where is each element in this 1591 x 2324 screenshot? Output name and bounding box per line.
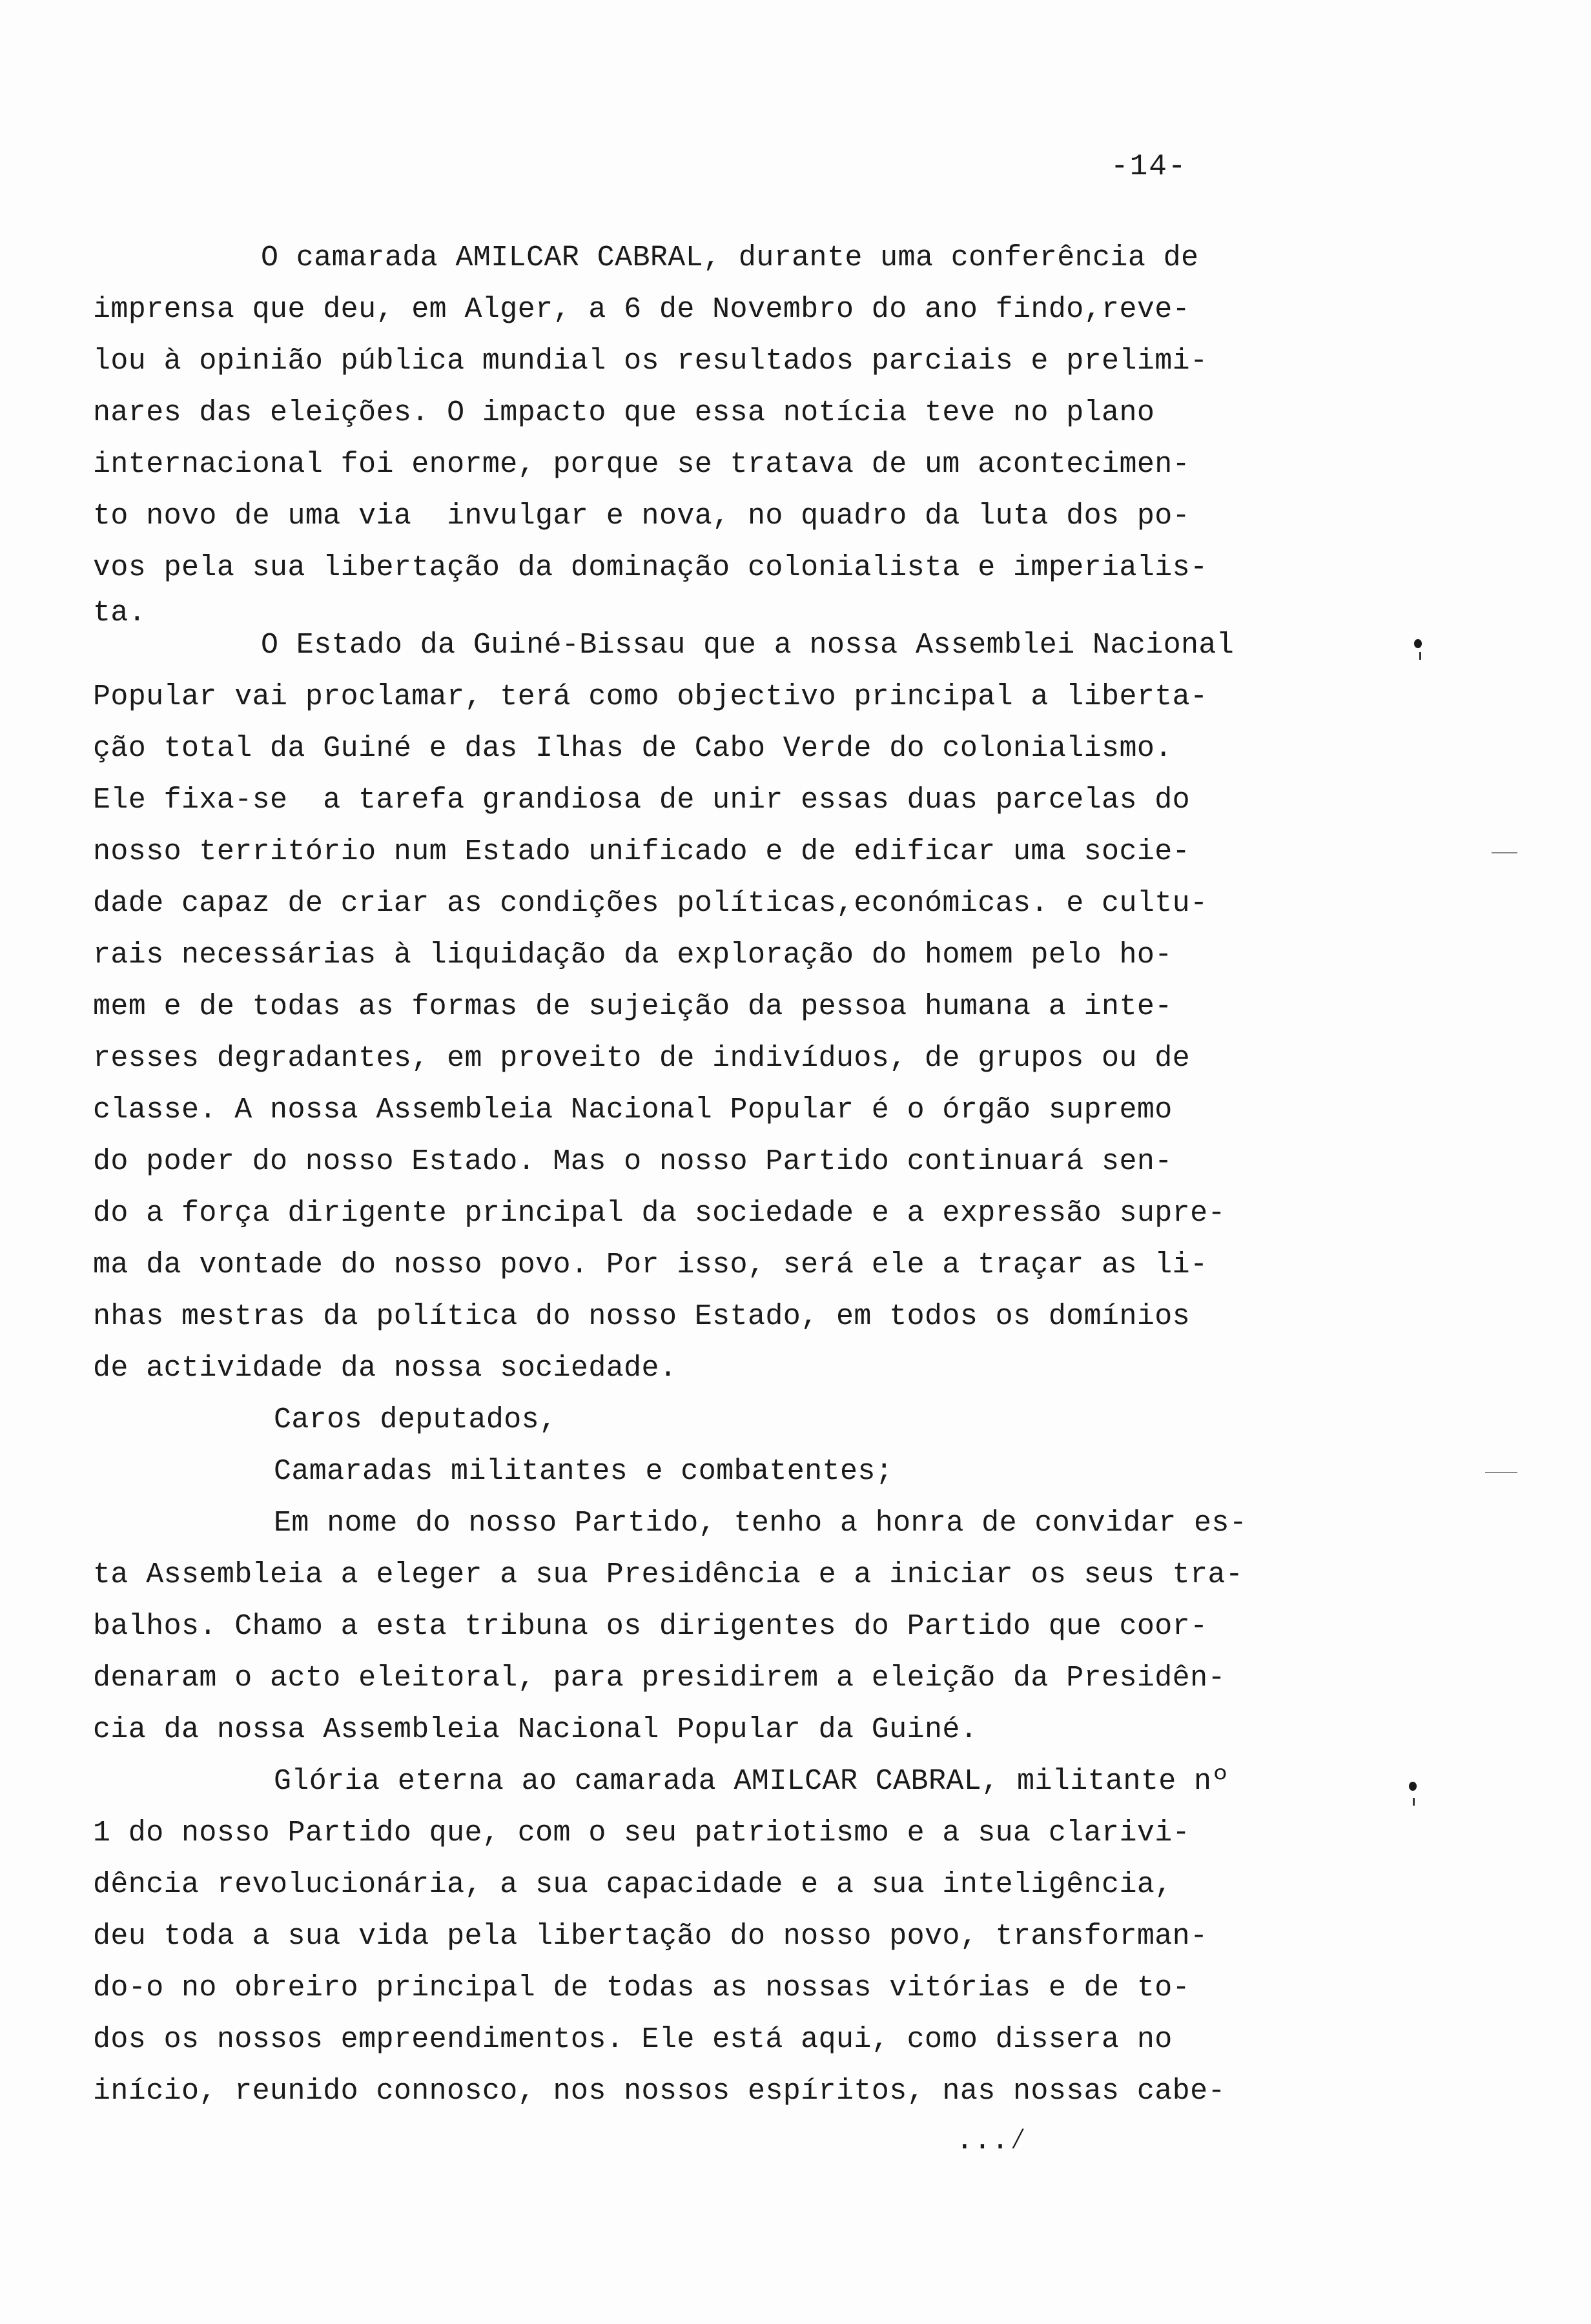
text-line: imprensa que deu, em Alger, a 6 de Novembro do ano findo,reve- bbox=[93, 293, 1191, 326]
text-line: Popular vai proclamar, terá como objectivo principal a liberta- bbox=[93, 680, 1208, 713]
text-line: resses degradantes, em proveito de indivíduos, de grupos ou de bbox=[93, 1042, 1191, 1075]
text-line: dência revolucionária, a sua capacidade e a sua inteligência, bbox=[93, 1868, 1173, 1901]
text-line: rais necessárias à liquidação da exploração do homem pelo ho- bbox=[93, 939, 1173, 972]
page-number: -14- bbox=[1111, 150, 1187, 183]
text-line: do poder do nosso Estado. Mas o nosso Partido continuará sen- bbox=[93, 1145, 1173, 1178]
text-line: Glória eterna ao camarada AMILCAR CABRAL, militante nº bbox=[274, 1765, 1229, 1798]
scan-artifact bbox=[1485, 1472, 1517, 1473]
text-line: vos pela sua libertação da dominação colonialista e imperialis- bbox=[93, 551, 1208, 584]
text-line: Ele fixa-se a tarefa grandiosa de unir essas duas parcelas do bbox=[93, 784, 1191, 817]
text-line: mem e de todas as formas de sujeição da pessoa humana a inte- bbox=[93, 990, 1173, 1023]
text-line: Em nome do nosso Partido, tenho a honra de convidar es- bbox=[274, 1507, 1247, 1540]
text-line: to novo de uma via invulgar e nova, no quadro da luta dos po- bbox=[93, 500, 1191, 533]
body-text bbox=[93, 232, 1320, 2117]
text-line: nosso território num Estado unificado e de edificar uma socie- bbox=[93, 835, 1191, 868]
text-line: internacional foi enorme, porque se tratava de um acontecimen- bbox=[93, 448, 1191, 481]
text-line: nares das eleições. O impacto que essa notícia teve no plano bbox=[93, 396, 1155, 429]
text-line: balhos. Chamo a esta tribuna os dirigentes do Partido que coor- bbox=[93, 1610, 1208, 1643]
text-line: início, reunido connosco, nos nossos espíritos, nas nossas cabe- bbox=[93, 2075, 1226, 2108]
text-line: ma da vontade do nosso povo. Por isso, será ele a traçar as li- bbox=[93, 1249, 1208, 1281]
text-line: nhas mestras da política do nosso Estado, em todos os domínios bbox=[93, 1300, 1191, 1333]
continuation-mark: ...⁄ bbox=[956, 2124, 1027, 2157]
text-line: denaram o acto eleitoral, para presidirem a eleição da Presidên- bbox=[93, 1662, 1226, 1695]
text-line: 1 do nosso Partido que, com o seu patriotismo e a sua clarivi- bbox=[93, 1817, 1191, 1850]
salutation-line: Caros deputados, bbox=[274, 1403, 557, 1436]
binder-hole-mark bbox=[1414, 639, 1422, 648]
scan-artifact bbox=[1492, 852, 1517, 853]
text-line: ta. bbox=[93, 596, 147, 629]
text-line: ção total da Guiné e das Ilhas de Cabo Verde do colonialismo. bbox=[93, 732, 1173, 765]
text-line: ta Assembleia a eleger a sua Presidência e a iniciar os seus tra- bbox=[93, 1558, 1244, 1591]
text-line: de actividade da nossa sociedade. bbox=[93, 1352, 677, 1385]
text-line: dos os nossos empreendimentos. Ele está aqui, como dissera no bbox=[93, 2023, 1173, 2056]
text-line: dade capaz de criar as condições políticas,económicas. e cultu- bbox=[93, 887, 1208, 920]
text-line: cia da nossa Assembleia Nacional Popular da Guiné. bbox=[93, 1713, 978, 1746]
binder-tick-mark bbox=[1419, 652, 1421, 660]
text-line: deu toda a sua vida pela libertação do nosso povo, transforman- bbox=[93, 1920, 1208, 1953]
binder-hole-mark bbox=[1409, 1782, 1417, 1791]
salutation-line: Camaradas militantes e combatentes; bbox=[274, 1455, 894, 1488]
text-line: lou à opinião pública mundial os resultados parciais e prelimi- bbox=[93, 345, 1208, 378]
text-line: O Estado da Guiné-Bissau que a nossa Assemblei Nacional bbox=[261, 629, 1235, 662]
text-line: do-o no obreiro principal de todas as nossas vitórias e de to- bbox=[93, 1972, 1191, 2004]
text-line: do a força dirigente principal da sociedade e a expressão supre- bbox=[93, 1197, 1226, 1230]
text-line: O camarada AMILCAR CABRAL, durante uma conferência de bbox=[261, 241, 1199, 274]
binder-tick-mark bbox=[1413, 1798, 1415, 1806]
text-line: classe. A nossa Assembleia Nacional Popular é o órgão supremo bbox=[93, 1094, 1173, 1126]
